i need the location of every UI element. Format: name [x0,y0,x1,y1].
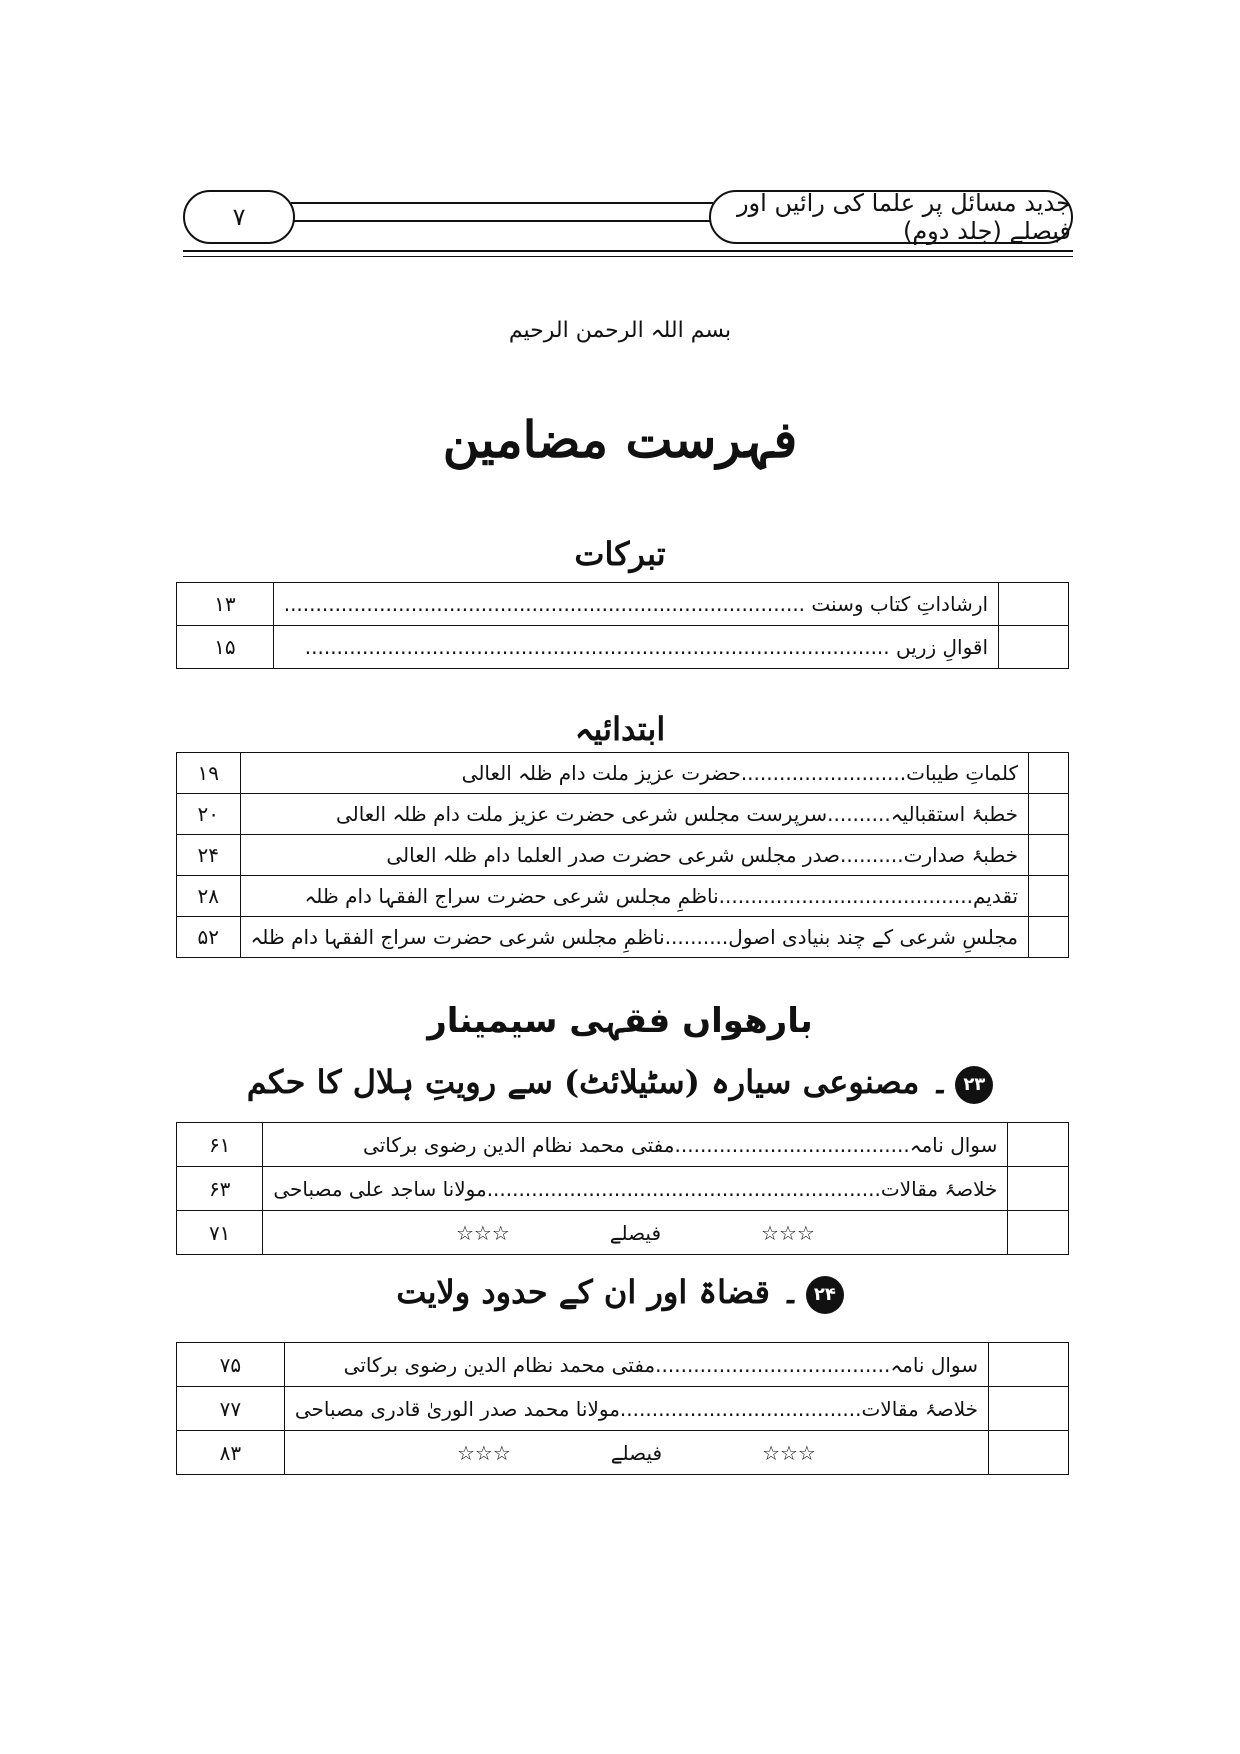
table-row: خطبۂ استقبالیہ..........سرپرست مجلس شرعی حضرت عزیز ملت دام ظلہ العالی ۲۰ [177,794,1069,835]
entry-page: ۲۰ [177,794,241,835]
entry-author: ناظمِ مجلس شرعی حضرت سراج الفقہا دام ظلہ [304,884,719,908]
table-row: سوال نامہ.....................................مفتی محمد نظام الدین رضوی برکاتی ۶۱ [177,1123,1069,1167]
bismillah: بسم اللہ الرحمن الرحیم [508,318,732,343]
entry-author: مفتی محمد نظام الدین رضوی برکاتی [343,1352,656,1377]
entry-title: مجلسِ شرعی کے چند بنیادی اصول [728,925,1019,949]
table-row: خلاصۂ مقالات......................................مولانا محمد صدر الوریٰ قادری مصباحی ۷۷ [177,1387,1069,1431]
header-rule [183,250,1073,252]
topic-number-badge: ۲۴ [806,1276,844,1314]
entry-title: خطبۂ صدارت [903,843,1019,867]
toc-table-ibtidaiya [176,752,1069,958]
topic-title: ۔ قضاۃ اور ان کے حدود ولایت [396,1273,800,1311]
stars-decoration: ☆☆☆ [456,1440,511,1465]
entry-title: تقدیم [972,884,1019,908]
stars-decoration: ☆☆☆ [455,1220,510,1245]
table-row: خلاصۂ مقالات..............................................................مولانا ساجد علی مصباحی ۶۳ [177,1167,1069,1211]
topic-title: ۔ مصنوعی سیارہ (سٹیلائٹ) سے رویتِ ہلال کا حکم [246,1063,950,1101]
toc-table-tabarrukat [176,582,1069,669]
entry-author: مولانا محمد صدر الوریٰ قادری مصباحی [294,1396,620,1421]
section-title-tabarrukat: تبرکات [574,535,666,573]
table-row: اقوالِ زریں ............................................................................................ ۱۵ [177,626,1069,669]
entry-page: ۷۱ [177,1211,263,1255]
entry-title: خلاصۂ مقالات [880,1176,998,1201]
toc-table-topic-24 [176,1342,1069,1475]
entry-page: ۱۹ [177,753,241,794]
entry-author: سرپرست مجلس شرعی حضرت عزیز ملت دام ظلہ العالی [335,802,828,826]
decision-label: فیصلے [609,1220,662,1245]
entry-page: ۵۲ [177,917,241,958]
entry-author: حضرت عزیز ملت دام ظلہ العالی [461,761,741,785]
entry-page: ۲۸ [177,876,241,917]
header-rule-thin [183,256,1073,257]
entry-page: ۷۵ [177,1343,285,1387]
entry-page: ۱۵ [177,626,274,669]
book-title: جدید مسائل پر علما کی رائیں اور فیصلے (جلد دوم) [709,190,1073,244]
entry-title: کلماتِ طیبات [906,761,1019,785]
entry-author: ناظمِ مجلس شرعی حضرت سراج الفقہا دام ظلہ [250,925,665,949]
table-row [177,1431,1069,1475]
topic-heading-23 [0,1063,1240,1104]
stars-decoration: ☆☆☆ [761,1220,815,1245]
table-row: سوال نامہ.....................................مفتی محمد نظام الدین رضوی برکاتی ۷۵ [177,1343,1069,1387]
table-row [177,1211,1069,1255]
running-header [183,190,1073,246]
entry-author: مفتی محمد نظام الدین رضوی برکاتی [363,1132,675,1157]
topic-number-badge: ۲۳ [955,1066,993,1104]
page-number: ۷ [183,190,295,244]
entry-title: خطبۂ استقبالیہ [890,802,1019,826]
table-row: ارشاداتِ کتاب وسنت .................................................................................. ۱۳ [177,583,1069,626]
entry-page: ۷۷ [177,1387,285,1431]
entry-page: ۶۳ [177,1167,263,1211]
toc-table-topic-23 [176,1122,1069,1255]
table-row: تقدیم........................................ناظمِ مجلس شرعی حضرت سراج الفقہا دام ظلہ ۲۸ [177,876,1069,917]
entry-page: ۱۳ [177,583,274,626]
entry-page: ۲۴ [177,835,241,876]
entry-title: خلاصۂ مقالات [861,1396,979,1421]
entry-author: مولانا ساجد علی مصباحی [273,1176,487,1201]
entry-author: صدر مجلس شرعی حضرت صدر العلما دام ظلہ العالی [386,843,841,867]
header-line-bottom [291,220,713,222]
topic-heading-24 [0,1273,1240,1314]
table-row: مجلسِ شرعی کے چند بنیادی اصول..........ناظمِ مجلس شرعی حضرت سراج الفقہا دام ظلہ ۵۲ [177,917,1069,958]
page-title: فہرست مضامین [442,410,798,469]
section-title-ibtidaiya: ابتدائیہ [574,710,666,748]
entry-page: ۶۱ [177,1123,263,1167]
decision-label: فیصلے [610,1440,663,1465]
seminar-title: بارھواں فقہی سیمینار [427,1001,813,1041]
entry-title: سوال نامہ [890,1352,979,1377]
entry-title: سوال نامہ [909,1132,998,1157]
table-row: خطبۂ صدارت..........صدر مجلس شرعی حضرت صدر العلما دام ظلہ العالی ۲۴ [177,835,1069,876]
entry-page: ۸۳ [177,1431,285,1475]
header-line-top [291,202,713,204]
stars-decoration: ☆☆☆ [762,1440,816,1465]
entry-title: اقوالِ زریں [896,635,989,659]
entry-title: ارشاداتِ کتاب وسنت [811,592,989,616]
table-row: کلماتِ طیبات..........................حضرت عزیز ملت دام ظلہ العالی ۱۹ [177,753,1069,794]
